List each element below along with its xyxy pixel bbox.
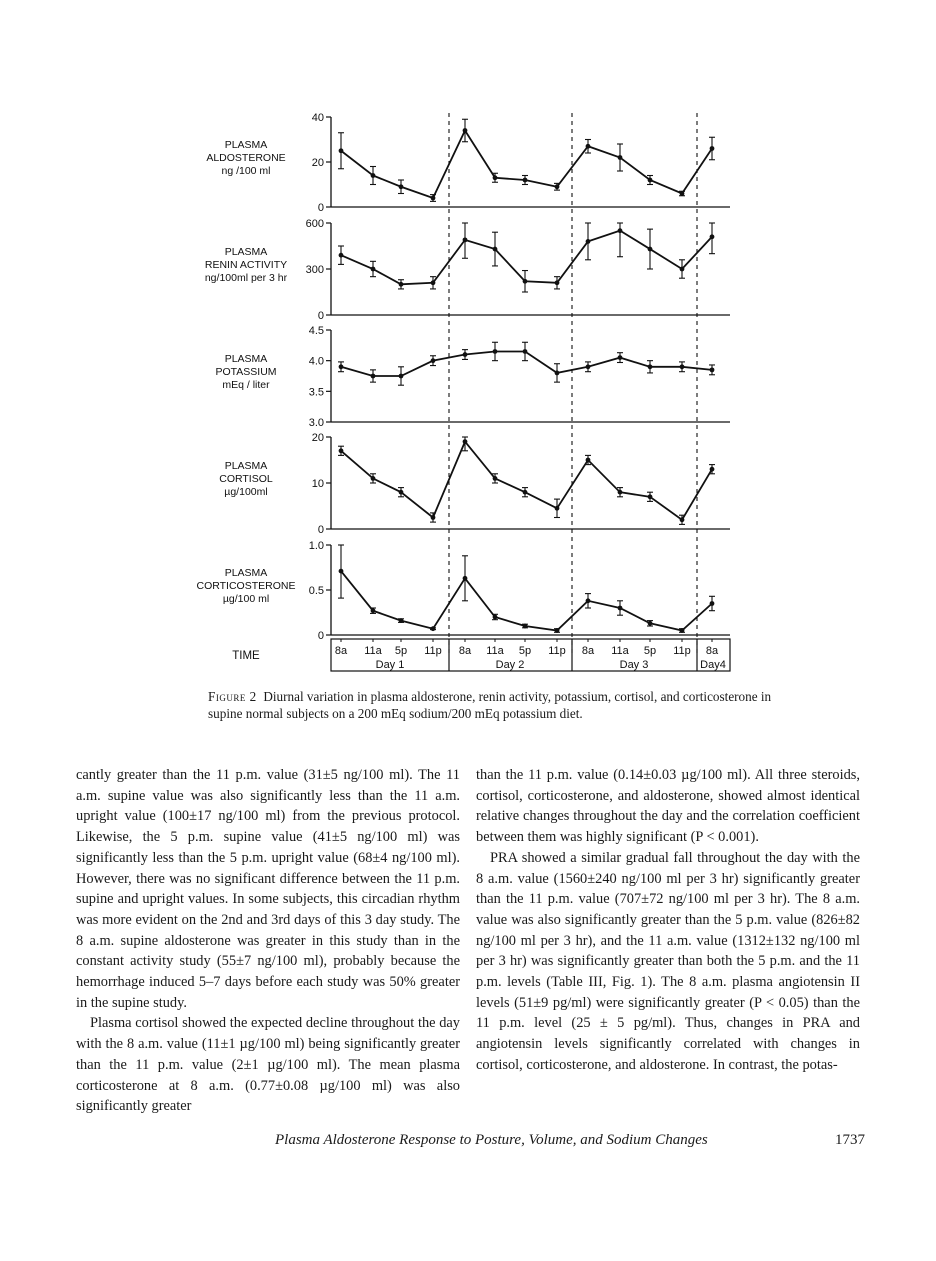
- data-point: [431, 280, 436, 285]
- data-point: [493, 247, 498, 252]
- data-point: [371, 608, 376, 613]
- data-point: [339, 569, 344, 574]
- data-point: [555, 371, 560, 376]
- time-tick-label: 11p: [548, 645, 566, 657]
- data-point: [618, 355, 623, 360]
- y-axis-label: CORTICOSTERONE: [196, 580, 296, 592]
- data-point: [431, 358, 436, 363]
- chart-panel-2: [215, 325, 730, 429]
- day-label: Day 2: [495, 659, 525, 671]
- y-tick-label: 4.5: [308, 325, 324, 337]
- chart-panel-4: [197, 540, 730, 642]
- data-point: [680, 364, 685, 369]
- y-axis-label: µg/100ml: [224, 486, 268, 498]
- time-tick-label: 5p: [394, 645, 408, 657]
- paragraph: than the 11 p.m. value (0.14±0.03 µg/100 ml). All three steroids, cortisol, corticosterone, and aldosterone, showed almost identical relative changes throughout the day and the correlation coefficient between them was highly significant (P < 0.001).: [476, 767, 860, 846]
- y-axis-label: POTASSIUM: [215, 366, 277, 378]
- data-point: [523, 349, 528, 354]
- data-point: [555, 628, 560, 633]
- y-tick-label: 20: [311, 157, 324, 169]
- series-line: [341, 351, 712, 376]
- data-point: [710, 601, 715, 606]
- time-tick-label: 5p: [643, 645, 657, 657]
- data-point: [680, 267, 685, 272]
- data-point: [463, 439, 468, 444]
- data-point: [555, 506, 560, 511]
- data-point: [339, 253, 344, 258]
- y-axis-label: RENIN ACTIVITY: [204, 259, 288, 271]
- y-tick-label: 0: [317, 310, 324, 322]
- data-point: [648, 621, 653, 626]
- data-point: [710, 367, 715, 372]
- paragraph: Plasma cortisol showed the expected decline throughout the day with the 8 a.m. value (11±1 µg/100 ml) being significantly greater than the 11 p.m. value (2±1 µg/100 ml). The mean plasma corticosterone at 8 a.m. (0.77±0.08 µg/100 ml) was also significantly greater: [76, 1015, 460, 1115]
- y-axis-label: ALDOSTERONE: [206, 152, 286, 164]
- data-point: [371, 476, 376, 481]
- y-axis-label: PLASMA: [224, 567, 268, 579]
- y-tick-label: 0.5: [308, 585, 324, 597]
- data-point: [523, 279, 528, 284]
- data-point: [710, 234, 715, 239]
- caption-text: Diurnal variation in plasma aldosterone, renin activity, potassium, cortisol, and corticosterone in supine normal subjects on a 200 mEq sodium/200 mEq potassium diet.: [208, 689, 772, 721]
- y-axis-label: ng /100 ml: [221, 165, 271, 177]
- data-point: [399, 618, 404, 623]
- data-point: [371, 173, 376, 178]
- time-tick-label: 11a: [611, 645, 629, 657]
- y-tick-label: 3.5: [308, 386, 324, 399]
- y-tick-label: 0: [317, 630, 324, 642]
- data-point: [710, 146, 715, 151]
- data-point: [493, 476, 498, 481]
- day-label: Day 3: [619, 659, 649, 671]
- y-tick-label: 600: [305, 218, 324, 230]
- data-point: [618, 155, 623, 160]
- data-point: [493, 175, 498, 180]
- y-axis-label: PLASMA: [224, 353, 268, 365]
- time-tick-label: 8a: [458, 645, 472, 657]
- y-axis-label: PLASMA: [224, 246, 268, 258]
- data-point: [399, 374, 404, 379]
- y-axis-label: µg/100 ml: [222, 593, 270, 605]
- data-point: [463, 237, 468, 242]
- y-tick-label: 300: [305, 264, 324, 276]
- data-point: [648, 364, 653, 369]
- series-line: [341, 442, 712, 520]
- y-axis-label: ng/100ml per 3 hr: [204, 272, 288, 284]
- time-tick-label: 5p: [518, 645, 532, 657]
- paragraph: cantly greater than the 11 p.m. value (31±5 ng/100 ml). The 11 a.m. supine value was also significantly less than the 11 a.m. upright value (100±17 ng/100 ml) from the previous protocol. Likewise, the 5 p.m. supine value (41±5 ng/100 ml) was significantly less than the 5 p.m. upright value (68±4 ng/100 ml). However, there was no significant difference between the 11 p.m. supine and upright values. In some subjects, this circadian rhythm was more evident on the 2nd and 3rd days of this 3 day study. The 8 a.m. supine aldosterone was greater in this study than in the constant activity study (55±7 ng/100 ml), probably because the hemorrhage induced 5–7 days before each study was 50% greater in the supine study.: [76, 767, 460, 1011]
- data-point: [463, 128, 468, 133]
- data-point: [586, 598, 591, 603]
- y-tick-label: 20: [311, 432, 324, 444]
- data-point: [431, 196, 436, 201]
- chart-panel-0: [206, 112, 730, 214]
- data-point: [463, 352, 468, 357]
- data-point: [586, 239, 591, 244]
- chart-panel-3: [219, 432, 730, 536]
- series-line: [341, 131, 712, 199]
- body-column-left: [76, 765, 460, 1117]
- day-label: Day 1: [375, 659, 405, 671]
- time-tick-label: 11a: [486, 645, 504, 657]
- y-axis-label: PLASMA: [224, 460, 268, 472]
- data-point: [648, 178, 653, 183]
- data-point: [523, 624, 528, 629]
- time-tick-label: 11p: [424, 645, 442, 657]
- data-point: [371, 374, 376, 379]
- data-point: [399, 282, 404, 287]
- y-tick-label: 10: [311, 478, 324, 490]
- data-point: [680, 517, 685, 522]
- data-point: [399, 490, 404, 495]
- time-tick-label: 8a: [581, 645, 595, 657]
- data-point: [523, 490, 528, 495]
- data-point: [493, 349, 498, 354]
- y-tick-label: 40: [311, 112, 324, 124]
- data-point: [339, 364, 344, 369]
- data-point: [586, 364, 591, 369]
- caption-label: Figure 2: [208, 689, 257, 704]
- data-point: [431, 515, 436, 520]
- y-axis-label: CORTISOL: [219, 473, 273, 485]
- y-tick-label: 4.0: [308, 355, 324, 368]
- data-point: [586, 144, 591, 149]
- data-point: [555, 184, 560, 189]
- data-point: [523, 178, 528, 183]
- y-tick-label: 1.0: [308, 540, 324, 552]
- running-title: Plasma Aldosterone Response to Posture, Volume, and Sodium Changes: [275, 1132, 708, 1148]
- data-point: [618, 490, 623, 495]
- data-point: [586, 458, 591, 463]
- data-point: [371, 267, 376, 272]
- time-tick-label: 11a: [364, 645, 382, 657]
- data-point: [680, 191, 685, 196]
- time-axis-label: TIME: [232, 650, 260, 662]
- data-point: [648, 247, 653, 252]
- data-point: [399, 184, 404, 189]
- data-point: [648, 494, 653, 499]
- chart-panel-1: [205, 218, 730, 322]
- data-point: [680, 628, 685, 633]
- paragraph: PRA showed a similar gradual fall throughout the day with the 8 a.m. value (1560±240 ng/100 ml per 3 hr) significantly greater than the 11 p.m. value (707±72 ng/100 ml per 3 hr). The 8 a.m. value was also significantly greater than the 5 p.m. value (826±82 ng/100 ml per 3 hr), and the 11 a.m. value (1312±132 ng/100 ml per 3 hr) was significantly greater than both the 5 p.m. and the 11 p.m. levels (Table III, Fig. 1). The 8 a.m. plasma angiotensin II levels (51±9 pg/ml) were significantly greater (P < 0.05) than the 11 p.m. level (25 ± 5 pg/ml). Thus, changes in PRA and angiotensin levels significantly correlated with changes in cortisol, corticosterone, and aldosterone. In contrast, the potas-: [476, 849, 860, 1073]
- data-point: [493, 615, 498, 620]
- data-point: [339, 448, 344, 453]
- page-footer: [275, 1132, 865, 1149]
- data-point: [339, 148, 344, 153]
- data-point: [463, 576, 468, 581]
- page-number: 1737: [835, 1132, 865, 1148]
- data-point: [555, 280, 560, 285]
- y-axis-label: mEq / liter: [222, 379, 270, 391]
- y-tick-label: 3.0: [308, 417, 324, 429]
- data-point: [431, 626, 436, 631]
- body-column-right: [476, 765, 860, 1076]
- y-axis-label: PLASMA: [224, 139, 268, 151]
- series-line: [341, 231, 712, 285]
- time-tick-label: 11p: [673, 645, 691, 657]
- y-tick-label: 0: [317, 524, 324, 536]
- data-point: [618, 606, 623, 611]
- day-label: Day4: [700, 659, 726, 671]
- time-tick-label: 8a: [705, 645, 719, 657]
- data-point: [618, 228, 623, 233]
- series-line: [341, 571, 712, 630]
- time-tick-label: 8a: [334, 645, 348, 657]
- figure-caption: [208, 688, 773, 722]
- figure-2-chart: [190, 105, 750, 685]
- data-point: [710, 467, 715, 472]
- y-tick-label: 0: [317, 202, 324, 214]
